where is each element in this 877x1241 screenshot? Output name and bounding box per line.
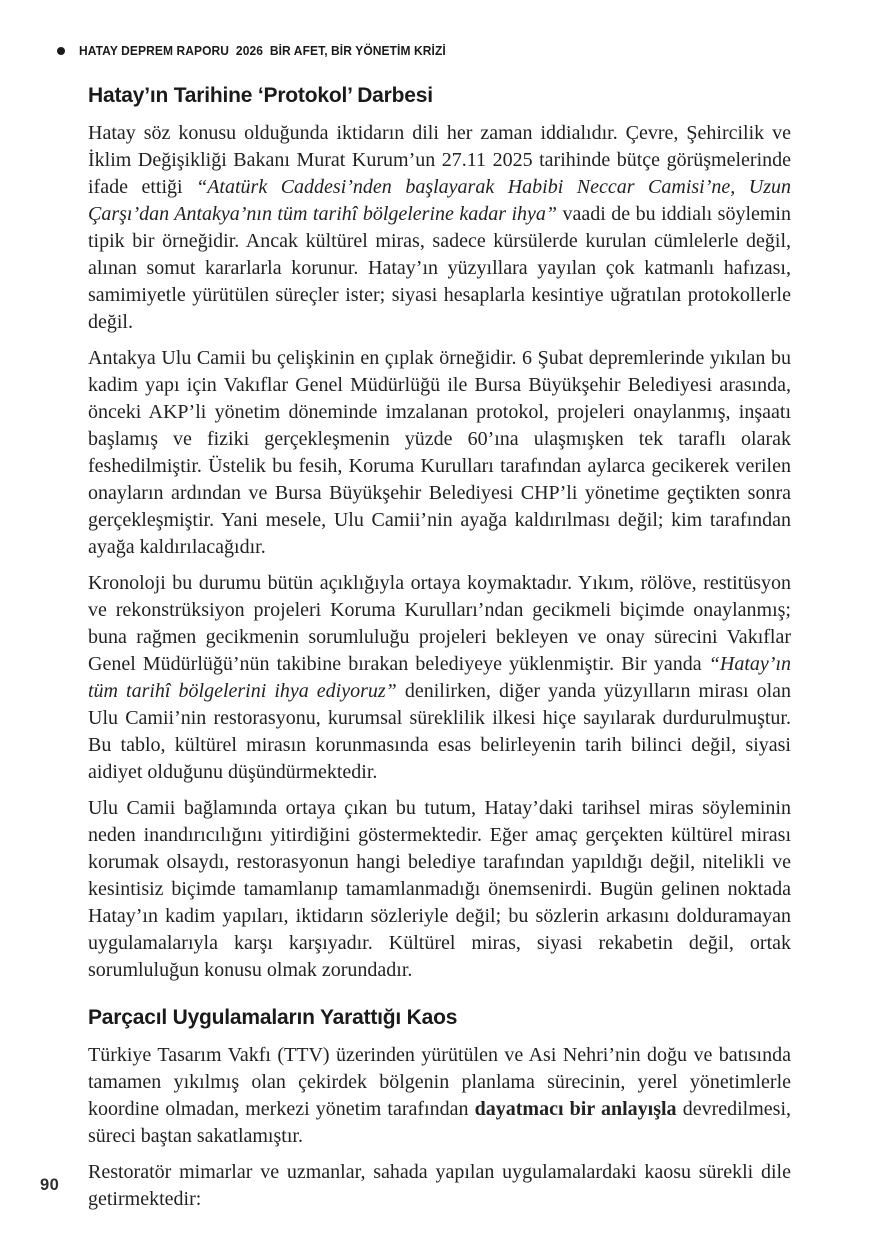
paragraph-1 [88, 120, 791, 336]
text-run: devredilmesi, süreci baştan sakatlamıştır. [88, 1098, 791, 1147]
running-header-text: HATAY DEPREM RAPORU 2026 BİR AFET, BİR YÖNETİM KRİZİ [79, 44, 446, 58]
text-run: Kronoloji bu durumu bütün açıklığıyla ortaya koymaktadır. Yıkım, rölöve, restitüsyon ve rekonstrüksiyon projeleri Koruma Kurulları’ndan gecikmeli biçimde onaylanmış; buna rağmen gecikmenin sorumluluğu projeleri bekleyen ve onay sürecini Vakıflar Genel Müdürlüğü’nün takibine bırakan belediyeye yüklenmiştir. Bir yanda [88, 572, 791, 675]
paragraph-4 [88, 795, 791, 984]
text-run: vaadi de bu iddialı söylemin tipik bir örneğidir. Ancak kültürel miras, sadece kürsülerde kurulan cümlelerle değil, alınan somut kararlarla korunur. Hatay’ın yüzyıllara yayılan çok katmanlı hafızası, samimiyetle yürütülen süreçler ister; siyasi hesaplarla kesintiye uğratılan protokollerle değil. [88, 203, 791, 333]
paragraph-6 [88, 1159, 791, 1213]
bullet-icon [57, 47, 65, 55]
emphasis-text-run: dayatmacı bir anlayışla [474, 1098, 677, 1120]
page-content [88, 84, 791, 1222]
page-number: 90 [40, 1176, 60, 1194]
text-run: Antakya Ulu Camii bu çelişkinin en çıplak örneğidir. 6 Şubat depremlerinde yıkılan bu kadim yapı için Vakıflar Genel Müdürlüğü ile Bursa Büyükşehir Belediyesi arasında, önceki AKP’li yönetim döneminde imzalanan protokol, projeleri onaylanmış, inşaatı başlamış ve fiziki gerçekleşmenin yüzde 60’ına ulaşmışken tek taraflı olarak feshedilmiştir. Üstelik bu fesih, Koruma Kurulları tarafından aylarca gecikerek verilen onayların ardından ve Bursa Büyükşehir Belediyesi CHP’li yönetime geçtikten sonra gerçekleşmiştir. Yani mesele, Ulu Camii’nin ayağa kaldırılması değil; kim tarafından ayağa kaldırılacağıdır. [88, 347, 791, 558]
paragraph-3 [88, 570, 791, 786]
text-run: denilirken, diğer yanda yüzyılların mirası olan Ulu Camii’nin restorasyonu, kurumsal süreklilik ilkesi hiçe sayılarak durdurulmuştur. Bu tablo, kültürel mirasın korunmasında esas belirleyenin tarih bilinci değil, siyasi aidiyet olduğunu düşündürmektedir. [88, 680, 791, 783]
section-title-protokol-darbesi: Hatay’ın Tarihine ‘Protokol’ Darbesi [88, 84, 433, 107]
paragraph-5 [88, 1042, 791, 1150]
running-header [57, 44, 461, 58]
text-run: Türkiye Tasarım Vakfı (TTV) üzerinden yürütülen ve Asi Nehri’nin doğu ve batısında tamamen yıkılmış olan çekirdek bölgenin planlama sürecinin, yerel yönetimlerle koordine olmadan, merkezi yönetim tarafından [88, 1044, 791, 1120]
paragraph-2 [88, 345, 791, 561]
quote-text-run: “Atatürk Caddesi’nden başlayarak Habibi Neccar Camisi’ne, Uzun Çarşı’dan Antakya’nın tüm tarihî bölgelerine kadar ihya” [88, 176, 791, 225]
text-run: Restoratör mimarlar ve uzmanlar, sahada yapılan uygulamalardaki kaosu sürekli dile getirmektedir: [88, 1161, 791, 1210]
text-run: Ulu Camii bağlamında ortaya çıkan bu tutum, Hatay’daki tarihsel miras söyleminin neden inandırıcılığını yitirdiğini göstermektedir. Eğer amaç gerçekten kültürel mirası korumak olsaydı, restorasyonun hangi belediye tarafından yapıldığı değil, nitelikli ve kesintisiz biçimde tamamlanıp tamamlanmadığı önemsenirdi. Bugün gelinen noktada Hatay’ın kadim yapıları, iktidarın sözleriyle değil; bu sözlerin arkasını dolduramayan uygulamalarıyla karşı karşıyadır. Kültürel miras, siyasi rekabetin değil, ortak sorumluluğun konusu olmak zorundadır. [88, 797, 791, 981]
text-run: Hatay söz konusu olduğunda iktidarın dili her zaman iddialıdır. Çevre, Şehircilik ve İklim Değişikliği Bakanı Murat Kurum’un 27.11 2025 tarihinde bütçe görüşmelerinde ifade ettiği [88, 122, 791, 198]
section-title-parcacil-kaos: Parçacıl Uygulamaların Yarattığı Kaos [88, 1006, 458, 1029]
quote-text-run: “Hatay’ın tüm tarihî bölgelerini ihya ediyoruz” [88, 653, 791, 702]
